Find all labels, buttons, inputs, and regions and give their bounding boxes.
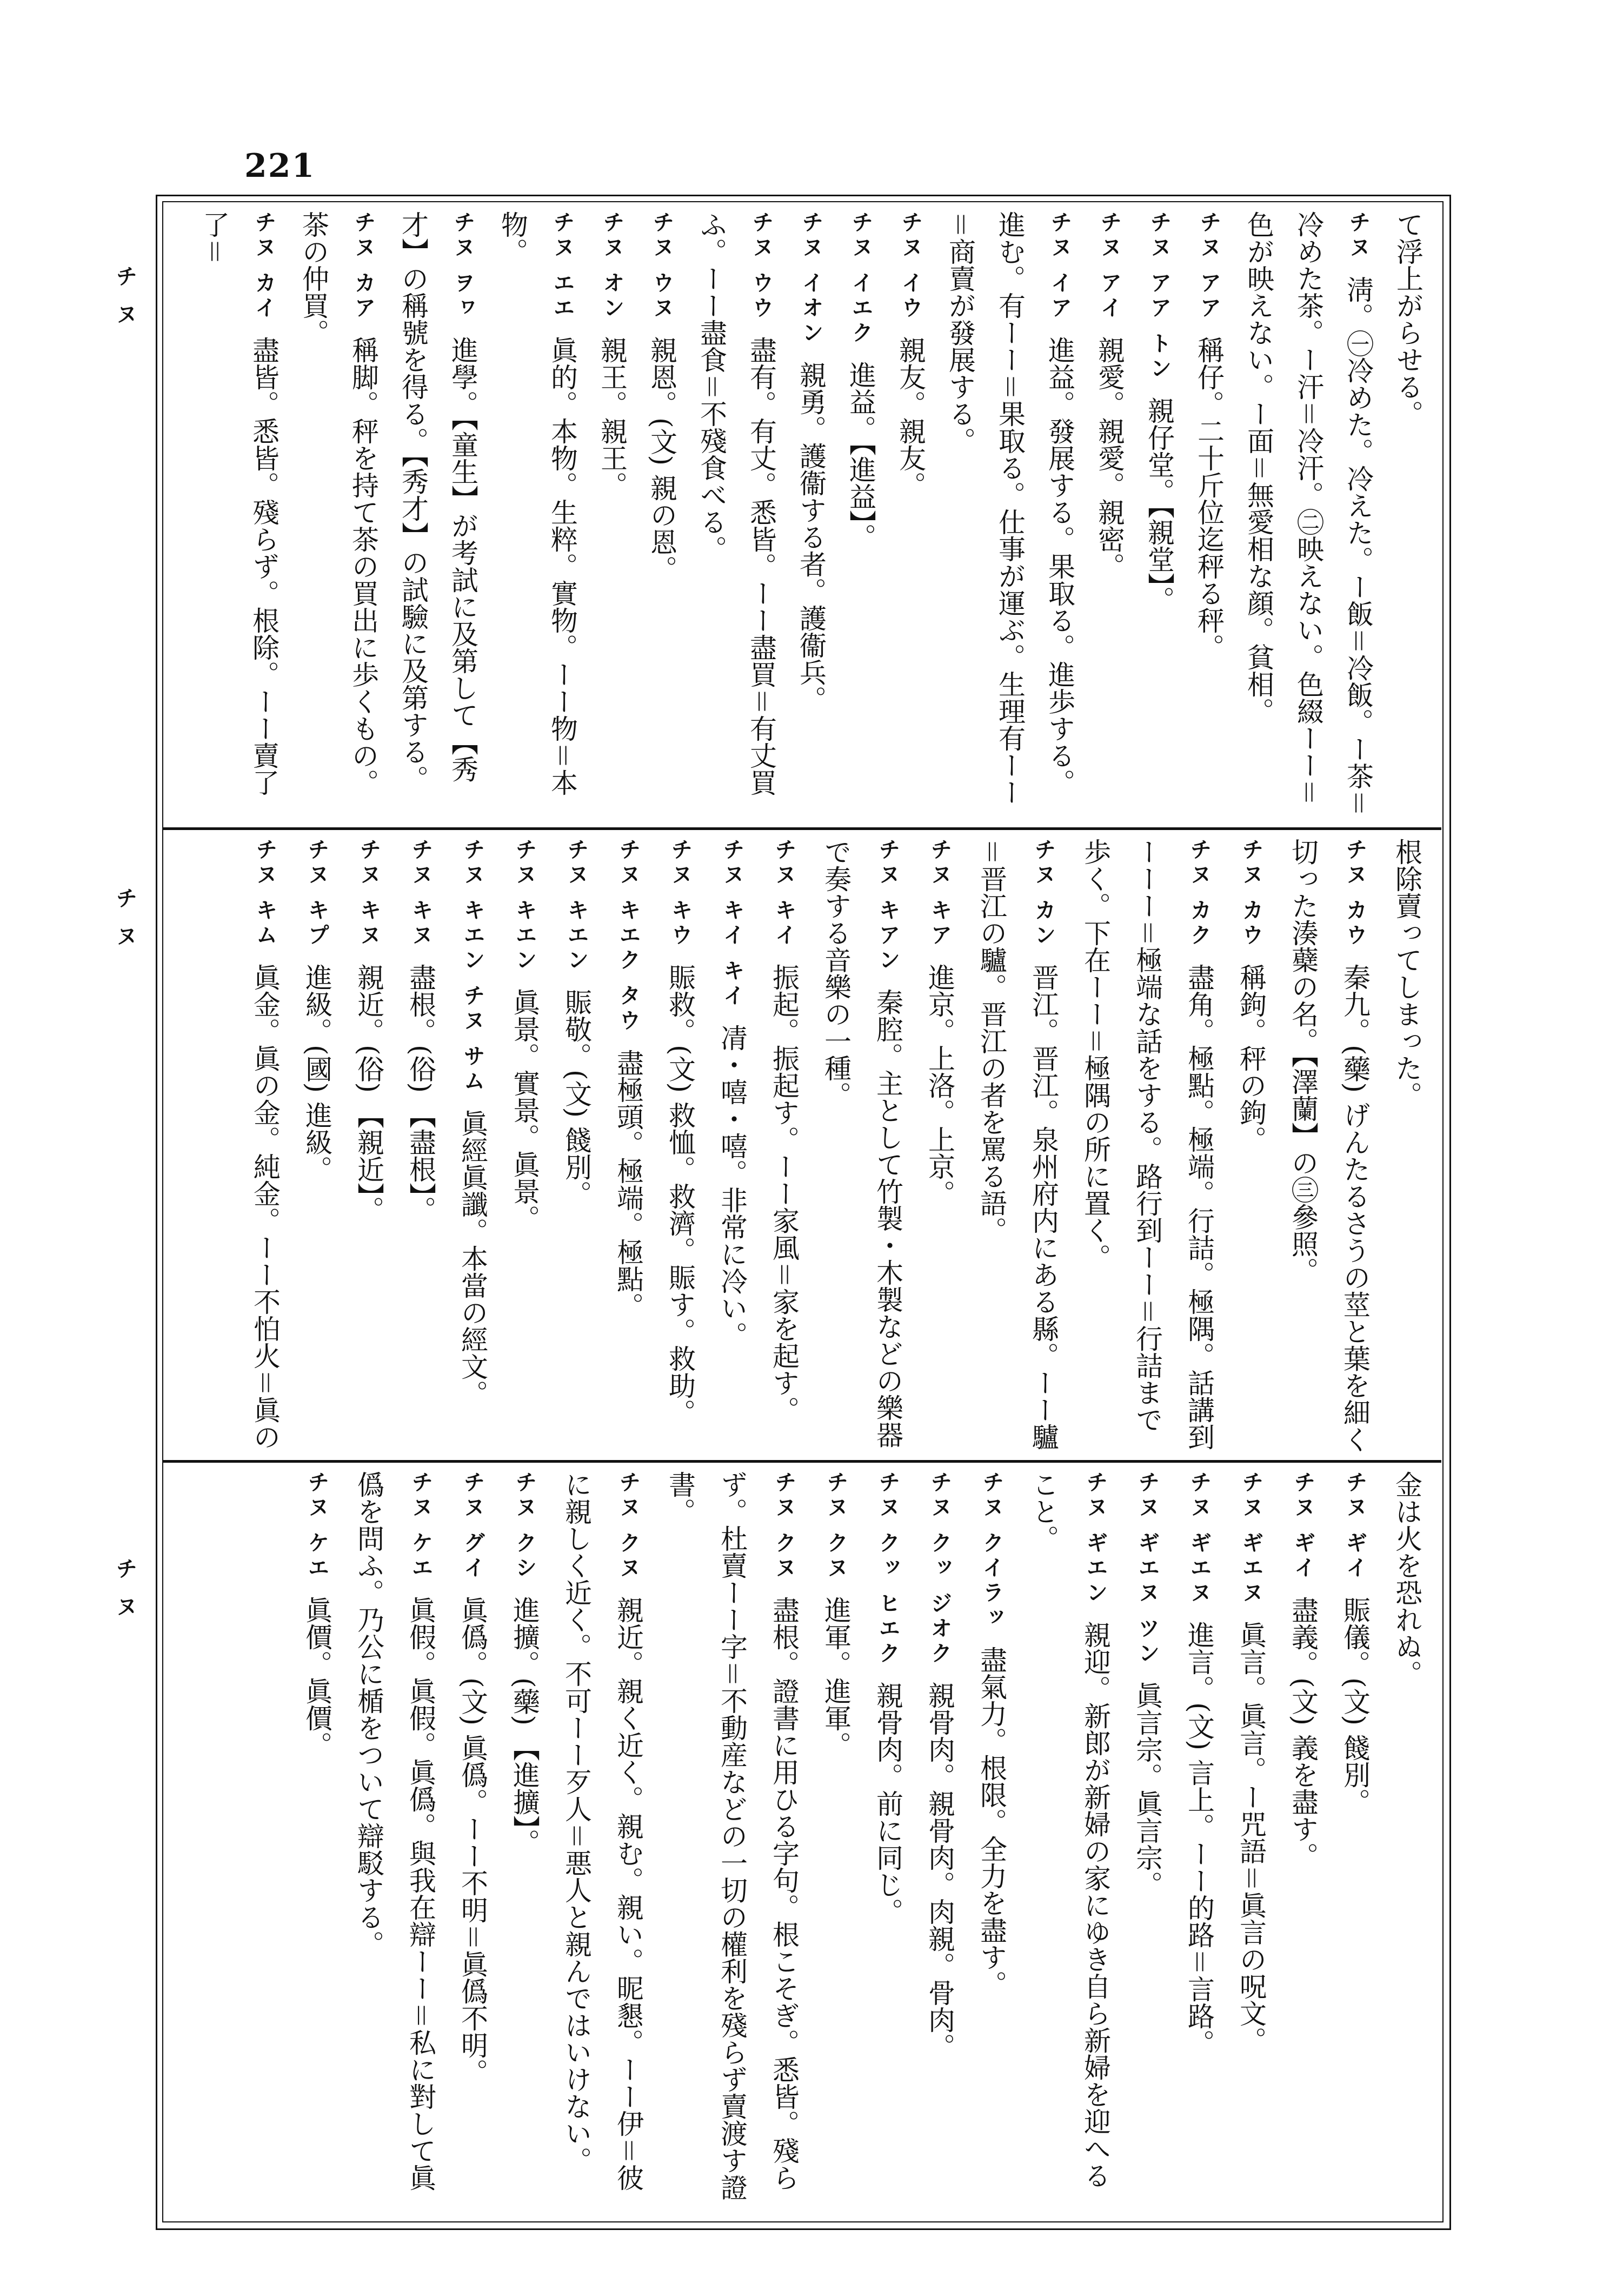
- entry-headword: チヌ カウ: [1239, 838, 1263, 948]
- entry-definition: 賑敬。(文) 餞別。: [561, 988, 592, 1207]
- entry-headword: チヌ ギエヌ: [1239, 1471, 1263, 1606]
- entry-definition: 稱脚。秤を持て茶の買出に歩くもの。茶の仲買。: [298, 211, 379, 796]
- dictionary-entry: [966, 1471, 1017, 2212]
- dictionary-entry: [687, 211, 786, 822]
- dictionary-entry: [836, 211, 886, 822]
- section-divider: [162, 827, 1441, 830]
- dictionary-entry: [1085, 211, 1134, 822]
- entry-definition: 賑救。(文) 救恤。救濟。賑す。救助。: [664, 963, 696, 1426]
- entry-definition: 親愛。親愛。親密。: [1094, 336, 1125, 580]
- entry-definition: 淸。㊀冷めた。冷えた。ー飯＝冷飯。ー茶＝冷めた茶。ー汗＝冷汗。㊁映えない。色綴ーー＝色が映えない。ー面＝無愛相な顔。貧相。: [1243, 211, 1374, 817]
- dictionary-entry: [1234, 211, 1383, 822]
- entry-headword: チヌ キイ: [771, 838, 796, 948]
- entry-headword: チヌ キアン: [875, 838, 900, 973]
- entry-headword: チヌ キム: [252, 838, 277, 948]
- entry-headword: チヌ クヌ: [771, 1471, 796, 1581]
- entry-definition: 進擴。(藥) 【進擴】。: [509, 1596, 540, 1856]
- dictionary-entry: [239, 838, 291, 1455]
- entry-headword: チヌ クッ ジオク: [927, 1471, 952, 1667]
- entry-headword: チヌ ギイ: [1291, 1471, 1315, 1581]
- dictionary-section-top: [178, 211, 1433, 822]
- entry-headword: チヌ クヌ: [616, 1471, 641, 1581]
- entry-headword: チヌ ギイ: [1342, 1471, 1367, 1581]
- entry-definition: 盡有。有丈。悉皆。ーー盡買＝有丈買ふ。ーー盡食＝不殘食べる。: [696, 211, 777, 796]
- entry-definition: 稱鉤。秤の鉤。: [1235, 963, 1267, 1153]
- dictionary-entry: [810, 1471, 862, 2212]
- entry-headword: チヌ ヲヮ: [450, 211, 475, 321]
- entry-headword: チヌ キプ: [304, 838, 329, 948]
- entry-headword: チヌ カイ: [251, 211, 276, 321]
- entry-headword: チヌ: [1346, 211, 1371, 261]
- dictionary-entry: [1277, 838, 1381, 1455]
- dictionary-entry: [447, 838, 498, 1455]
- dictionary-entry: [1383, 211, 1433, 822]
- entry-definition: 眞僞。(文) 眞僞。ーー不明＝眞僞不明。: [457, 1596, 488, 2086]
- entry-headword: チヌ ケエ: [304, 1471, 329, 1581]
- entry-headword: チヌ クシ: [512, 1471, 537, 1581]
- entry-definition: 眞景。實景。眞景。: [509, 988, 540, 1232]
- running-header: チヌ: [112, 887, 137, 963]
- dictionary-entry: [498, 1471, 550, 2212]
- entry-definition: 盡根。證書に用ひる字句。根こそぎ。悉皆。殘らず。杜賣ーー字＝不動産などの一切の權利を殘らず賣渡す證書。: [664, 1471, 800, 2201]
- dictionary-entry: [810, 838, 914, 1455]
- entry-headword: チヌ イオン: [799, 211, 823, 346]
- dictionary-entry: [637, 211, 687, 822]
- dictionary-entry: [706, 838, 758, 1455]
- entry-definition: 眞言。眞言。ー咒語＝眞言の呪文。: [1235, 1621, 1267, 2054]
- entry-definition: 盡角。極點。極端。行詰。極隅。話講到ーーー＝極端な話をする。路行到ーー＝行詰まで歩く。下在ーー＝極隅の所に置く。: [1080, 838, 1215, 1450]
- entry-definition: 眞價。眞價。: [301, 1596, 332, 1759]
- dictionary-entry: [343, 1471, 447, 2212]
- dictionary-entry: [914, 1471, 966, 2212]
- dictionary-entry: [498, 838, 550, 1455]
- dictionary-entry: [189, 211, 289, 822]
- entry-definition: 眞金。眞の金。純金。ーー不怕火＝眞の: [249, 963, 281, 1450]
- dictionary-entry: [1134, 211, 1184, 822]
- dictionary-entry: [1184, 211, 1234, 822]
- dictionary-entry: [550, 1471, 654, 2212]
- entry-headword: チヌ ケエ: [408, 1471, 433, 1581]
- entry-headword: チヌ キア: [927, 838, 952, 948]
- dictionary-entry: [935, 211, 1085, 822]
- entry-headword: チヌ オン: [600, 211, 624, 321]
- entry-headword: チヌ キエン: [564, 838, 589, 973]
- entry-definition: 盡義。(文) 義を盡す。: [1287, 1596, 1319, 1869]
- entry-definition: 進學。【童生】が考試に及第して【秀才】の稱號を得る。【秀才】の試驗に及第する。: [397, 211, 478, 792]
- entry-headword: チヌ カク: [1187, 838, 1212, 948]
- entry-headword: チヌ ギエヌ: [1187, 1471, 1212, 1606]
- dictionary-entry: [1017, 1471, 1121, 2212]
- entry-headword: チヌ キエン: [512, 838, 537, 973]
- entry-definition: 金は火を恐れぬ。: [1391, 1471, 1422, 1687]
- entry-definition: 晋江。晋江。泉州府内にある縣。ーー驢＝晋江の驢。晋江の者を罵る語。: [976, 838, 1059, 1450]
- entry-headword: チヌ キイ キイ: [720, 838, 744, 1009]
- entry-headword: チヌ ギエヌ ツン: [1135, 1471, 1160, 1667]
- entry-definition: 進益。發展する。果取る。進歩する。進む。有ーー＝果取る。仕事が運ぶ。生理有ーー＝商賣が發展する。: [944, 211, 1075, 806]
- entry-definition: 眞的。本物。生粹。實物。ーー物＝本物。: [497, 211, 578, 796]
- dictionary-entry: [1381, 1471, 1433, 2212]
- entry-headword: チヌ ウヌ: [649, 211, 674, 321]
- dictionary-entry: [550, 838, 602, 1455]
- entry-headword: チヌ カア: [351, 211, 376, 321]
- entry-headword: チヌ キエン チヌ サム: [460, 838, 485, 1094]
- dictionary-entry: [966, 838, 1069, 1455]
- dictionary-entry: [1121, 1471, 1173, 2212]
- dictionary-entry: [395, 838, 447, 1455]
- dictionary-entry: [587, 211, 637, 822]
- dictionary-entry: [1173, 1471, 1225, 2212]
- entry-definition: 進益。【進益】。: [845, 361, 876, 550]
- dictionary-section-bottom: [178, 1471, 1433, 2212]
- entry-definition: 根除賣ってしまった。: [1391, 838, 1422, 1109]
- entry-definition: 眞經眞讖。本當の經文。: [457, 1109, 488, 1407]
- dictionary-entry: [786, 211, 836, 822]
- dictionary-entry: [1225, 838, 1277, 1455]
- dictionary-entry: [447, 1471, 498, 2212]
- entry-headword: チヌ キエク タウ: [616, 838, 641, 1034]
- dictionary-entry: [289, 211, 388, 822]
- entry-definition: 親骨肉。親骨肉。肉親。骨肉。: [924, 1681, 955, 2060]
- dictionary-entry: [1329, 1471, 1381, 2212]
- dictionary-entry: [886, 211, 935, 822]
- entry-definition: 進級。(國) 進級。: [301, 963, 332, 1183]
- entry-definition: 親骨肉。前に同じ。: [872, 1681, 903, 1925]
- entry-definition: 進軍。進軍。: [820, 1596, 852, 1759]
- entry-definition: 秦腔。主として竹製・木製などの樂器で奏する音樂の一種。: [820, 838, 903, 1448]
- dictionary-entry: [291, 838, 343, 1455]
- entry-definition: 親勇。護衞する者。護衞兵。: [795, 361, 827, 713]
- entry-definition: 親迎。新郎が新婦の家にゆき自ら新婦を迎へること。: [1028, 1471, 1111, 2189]
- dictionary-entry: [1069, 838, 1225, 1455]
- entry-headword: チヌ イエク: [848, 211, 873, 346]
- entry-headword: チヌ イウ: [898, 211, 923, 321]
- dictionary-section-middle: [178, 838, 1433, 1455]
- entry-headword: チヌ アア トン: [1147, 211, 1172, 382]
- entry-headword: チヌ ウウ: [749, 211, 774, 321]
- entry-definition: 賑儀。(文) 餞別。: [1339, 1596, 1371, 1815]
- section-divider: [162, 1460, 1441, 1463]
- entry-definition: 親近。親く近く。親む。親い。昵懇。ーー伊＝彼に親しく近く。不可ーー歹人＝悪人と親んではいけない。: [561, 1471, 644, 2191]
- dictionary-entry: [758, 838, 810, 1455]
- dictionary-entry: [388, 211, 488, 822]
- dictionary-entry: [488, 211, 587, 822]
- entry-definition: 稱仔。二十斤位迄秤る秤。: [1193, 336, 1225, 661]
- entry-definition: 盡極頭。極端。極點。: [613, 1049, 644, 1319]
- entry-headword: チヌ キヌ: [356, 838, 381, 948]
- entry-definition: 進言。(文) 言上。ーー的路＝言路。: [1183, 1621, 1215, 2056]
- dictionary-entry: [1225, 1471, 1277, 2212]
- dictionary-entry: [654, 838, 706, 1455]
- entry-headword: チヌ グイ: [460, 1471, 485, 1581]
- dictionary-entry: [291, 1471, 343, 2212]
- entry-definition: 盡氣力。根限。全力を盡す。: [976, 1645, 1007, 1998]
- entry-headword: チヌ クッ ヒエク: [875, 1471, 900, 1667]
- entry-definition: て浮上がらせる。: [1392, 211, 1424, 427]
- entry-definition: 進京。上洛。上京。: [924, 963, 955, 1207]
- dictionary-entry: [654, 1471, 810, 2212]
- entry-headword: チヌ カウ: [1342, 838, 1367, 948]
- entry-headword: チヌ エエ: [550, 211, 575, 321]
- dictionary-entry: [1277, 1471, 1329, 2212]
- entry-definition: 盡皆。悉皆。殘らず。根除。ーー賣了了＝: [198, 211, 280, 796]
- entry-headword: チヌ クイラッ: [979, 1471, 1004, 1631]
- entry-headword: チヌ アイ: [1097, 211, 1122, 321]
- dictionary-entry: [862, 1471, 914, 2212]
- running-header: チヌ: [112, 1557, 137, 1633]
- entry-definition: 凊・嘻・嘻。非常に冷い。: [716, 1024, 748, 1349]
- entry-headword: チヌ イア: [1047, 211, 1072, 321]
- dictionary-entry: [343, 838, 395, 1455]
- entry-definition: 盡根。(俗) 【盡根】。: [405, 963, 436, 1223]
- entry-headword: チヌ キヌ: [408, 838, 433, 948]
- running-header: チヌ: [112, 265, 137, 341]
- entry-headword: チヌ カン: [1031, 838, 1056, 948]
- entry-headword: チヌ クヌ: [823, 1471, 848, 1581]
- entry-definition: 親友。親友。: [895, 336, 926, 499]
- dictionary-entry: [1381, 838, 1433, 1455]
- entry-definition: 振起。振起す。ーー家風＝家を起す。: [768, 963, 800, 1423]
- entry-headword: チヌ キウ: [668, 838, 693, 948]
- dictionary-entry: [602, 838, 654, 1455]
- entry-definition: 親仔堂。【親堂】。: [1143, 396, 1175, 613]
- entry-definition: 眞言宗。眞言宗。: [1132, 1681, 1163, 1898]
- page-number: 221: [244, 147, 316, 185]
- entry-definition: 眞假。眞假。眞僞。與我在辯ーー＝私に對して眞僞を問ふ。乃公に楯をついて辯駁する。: [353, 1471, 436, 2191]
- entry-definition: 親恩。(文) 親の恩。: [646, 336, 677, 582]
- entry-definition: 親近。(俗) 【親近】。: [353, 963, 384, 1223]
- dictionary-entry: [914, 838, 966, 1455]
- entry-headword: チヌ ギエン: [1083, 1471, 1108, 1606]
- entry-headword: チヌ アア: [1196, 211, 1221, 321]
- entry-definition: 秦九。(藥) げんたるさうの莖と葉を細く切った湊蘗の名。【澤蘭】の㊂參照。: [1287, 838, 1371, 1453]
- entry-definition: 親王。親王。: [596, 336, 628, 499]
